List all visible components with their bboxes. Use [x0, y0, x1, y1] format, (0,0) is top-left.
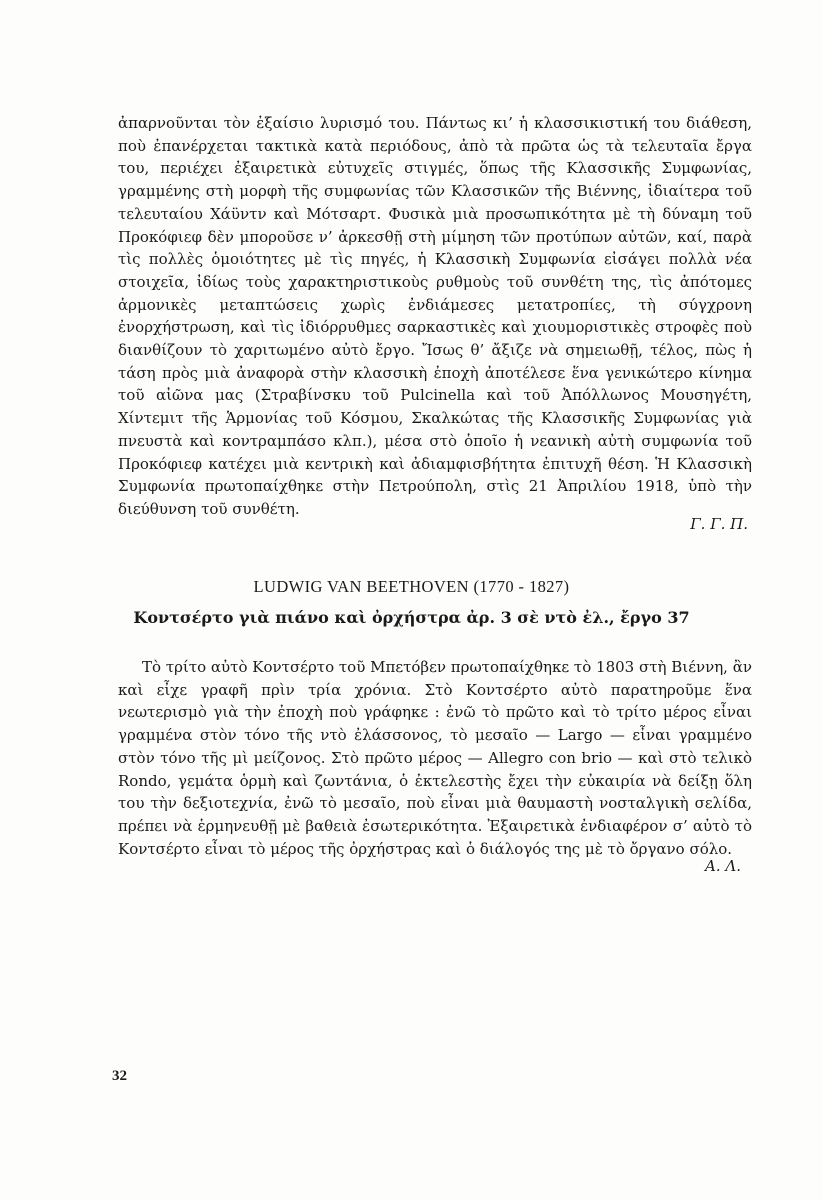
author-signature-2: Α. Λ.	[705, 857, 741, 875]
prokofiev-paragraph: ἀπαρνοῦνται τὸν ἐξαίσιο λυρισμό του. Πάντως κι’ ἡ κλασσικιστική του διάθεση, ποὺ ἐπανέρχεται τακτικὰ κατὰ περιόδους, ἀπὸ τὰ πρῶτα ὡς τὰ τελευταῖα ἔργα του, περιέχει ἐξαιρετικὰ εὐτυχεῖς στιγμές, ὅπως τῆς Κλασσικῆς Συμφωνίας, γραμμένης στὴ μορφὴ τῆς συμφωνίας τῶν Κλασσικῶν τῆς Βιέννης, ἰδιαίτερα τοῦ τελευταίου Χάϋντν καὶ Μότσαρτ. Φυσικὰ μιὰ προσωπικότητα μὲ τὴ δύναμη τοῦ Προκόφιεφ δὲν μποροῦσε ν’ ἀρκεσθῇ στὴ μίμηση τῶν προτύπων αὐτῶν, καί, παρὰ τὶς πολλὲς ὁμοιότητες μὲ τὶς πηγές, ἡ Κλασσικὴ Συμφωνία εἰσάγει πολλὰ νέα στοιχεῖα, ἰδίως τοὺς χαρακτηριστικοὺς ρυθμοὺς τοῦ συνθέτη της, τὶς ἀπότομες ἁρμονικὲς μεταπτώσεις χωρὶς ἐνδιάμεσες μετατροπίες, τὴ σύγχρονη ἐνορχήστρωση, καὶ τὶς ἰδιόρρυθμες σαρκαστικὲς καὶ χιουμοριστικὲς στροφὲς ποὺ διανθίζουν τὸ χαριτωμένο αὐτὸ ἔργο. Ἴσως θ’ ἄξιζε νὰ σημειωθῇ, τέλος, πὼς ἡ τάση πρὸς μιὰ ἀναφορὰ στὴν κλασσικὴ ἐποχὴ ἀποτέλεσε ἕνα γενικώτερο κίνημα τοῦ αἰῶνα μας (Στραβίνσκυ τοῦ Pulcinella καὶ τοῦ Ἀπόλλωνος Μουσηγέτη, Χίντεμιτ τῆς Ἁρμονίας τοῦ Κόσμου, Σκαλκώτας τῆς Κλασσικῆς Συμφωνίας γιὰ πνευστὰ καὶ κοντραμπάσο κλπ.), μέσα στὸ ὁποῖο ἡ νεανικὴ αὐτὴ συμφωνία τοῦ Προκόφιεφ κατέχει μιὰ κεντρικὴ καὶ ἀδιαμφισβήτητα ἐπιτυχῆ θέση. Ἡ Κλασσικὴ Συμφωνία πρωτοπαίχθηκε στὴν Πετρούπολη, στὶς 21 Ἀπριλίου 1918, ὑπὸ τὴν διεύθυνση τοῦ συνθέτη.	[118, 114, 752, 518]
beethoven-paragraph: Τὸ τρίτο αὐτὸ Κοντσέρτο τοῦ Μπετόβεν πρωτοπαίχθηκε τὸ 1803 στὴ Βιέννη, ἂν καὶ εἶχε γραφῆ πρὶν τρία χρόνια. Στὸ Κοντσέρτο αὐτὸ παρατηροῦμε ἕνα νεωτερισμὸ γιὰ τὴν ἐποχὴ ποὺ γράφηκε : ἐνῶ τὸ πρῶτο καὶ τὸ τρίτο μέρος εἶναι γραμμένα στὸν τόνο τῆς ντὸ ἐλάσσονος, τὸ μεσαῖο — Largo — εἶναι γραμμένο στὸν τόνο τῆς μὶ μείζονος. Στὸ πρῶτο μέρος — Allegro con brio — καὶ στὸ τελικὸ Rondo, γεμάτα ὁρμὴ καὶ ζωντάνια, ὁ ἐκτελεστὴς ἔχει τὴν εὐκαιρία νὰ δείξῃ ὅλη του τὴν δεξιοτεχνία, ἐνῶ τὸ μεσαῖο, ποὺ εἶναι μιὰ θαυμαστὴ νοσταλγικὴ σελίδα, πρέπει νὰ ἑρμηνευθῇ μὲ βαθειὰ ἐσωτερικότητα. Ἐξαιρετικὰ ἐνδιαφέρον σ’ αὐτὸ τὸ Κοντσέρτο εἶναι τὸ μέρος τῆς ὀρχήστρας καὶ ὁ διάλογός της μὲ τὸ ὄργανο σόλο.	[118, 658, 752, 858]
composer-heading: LUDWIG VAN BEETHOVEN (1770 - 1827)	[253, 577, 570, 596]
page-number: 32	[112, 1068, 127, 1084]
author-signature-1: Γ. Γ. Π.	[690, 515, 748, 533]
work-title: Κοντσέρτο γιὰ πιάνο καὶ ὀρχήστρα ἀρ. 3 σὲ ντὸ ἐλ., ἔργο 37	[133, 608, 690, 627]
